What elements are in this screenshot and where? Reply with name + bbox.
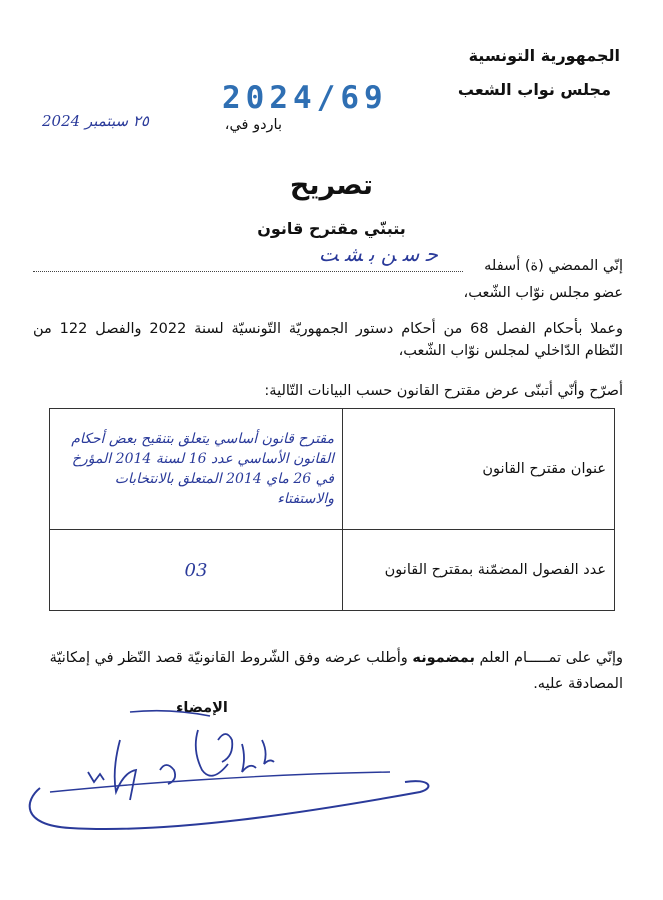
registration-stamp: 2024/69 — [222, 80, 388, 116]
handwritten-signature-image — [10, 700, 440, 850]
handwritten-date: ٢٥ سبتمبر 2024 — [42, 112, 149, 130]
page-subtitle: بتبنّي مقترح قانون — [257, 219, 406, 238]
table-label-articles: عدد الفصول المضمّنة بمقترح القانون — [343, 530, 615, 611]
table-value-title: مقترح قانون أساسي يتعلق بتنقيح بعض أحكام القانون الأساسي عدد 16 لسنة 2014 المؤرخ في 26 ماي 2014 المتعلق بالانتخابات والاستفتاء — [50, 409, 343, 530]
table-label-title: عنوان مقترح القانون — [343, 409, 615, 530]
closing-paragraph — [38, 645, 623, 697]
closing-emphasis: بمضمونه — [412, 650, 475, 666]
table-row — [50, 409, 615, 530]
place-label: باردو في، — [224, 117, 282, 133]
declare-line: أصرّح وأنّي أتبنّى عرض مقترح القانون حسب البيانات التّالية: — [264, 383, 623, 399]
header-republic: الجمهورية التونسية — [468, 46, 620, 65]
declarant-prefix: إنّي الممضي (ة) أسفله — [484, 258, 623, 274]
signature-label: الإمضاء — [176, 700, 228, 716]
proposal-table — [49, 408, 615, 611]
declarant-line — [33, 242, 623, 279]
table-value-articles: 03 — [50, 530, 343, 611]
closing-text-start: وإنّي على تمـــــام العلم — [474, 650, 623, 666]
closing-text-end: وأطلب عرضه وفق الشّروط القانونيّة قصد النّظر في إمكانيّة المصادقة عليه. — [49, 650, 623, 692]
declarant-signature-name: ﺣ ﺳ ﻦ ﺑ ﺸ ﺖ — [318, 242, 438, 266]
member-line: عضو مجلس نوّاب الشّعب، — [463, 285, 623, 301]
header-assembly: مجلس نواب الشعب — [457, 80, 611, 99]
legal-basis-paragraph: وعملا بأحكام الفصل 68 من أحكام دستور الجمهوريّة التّونسيّة لسنة 2022 والفصل 122 من النّظام الدّاخلي لمجلس نوّاب الشّعب، — [33, 321, 623, 359]
table-row — [50, 530, 615, 611]
page-title: تصريح — [289, 170, 374, 201]
place-date — [42, 110, 282, 140]
